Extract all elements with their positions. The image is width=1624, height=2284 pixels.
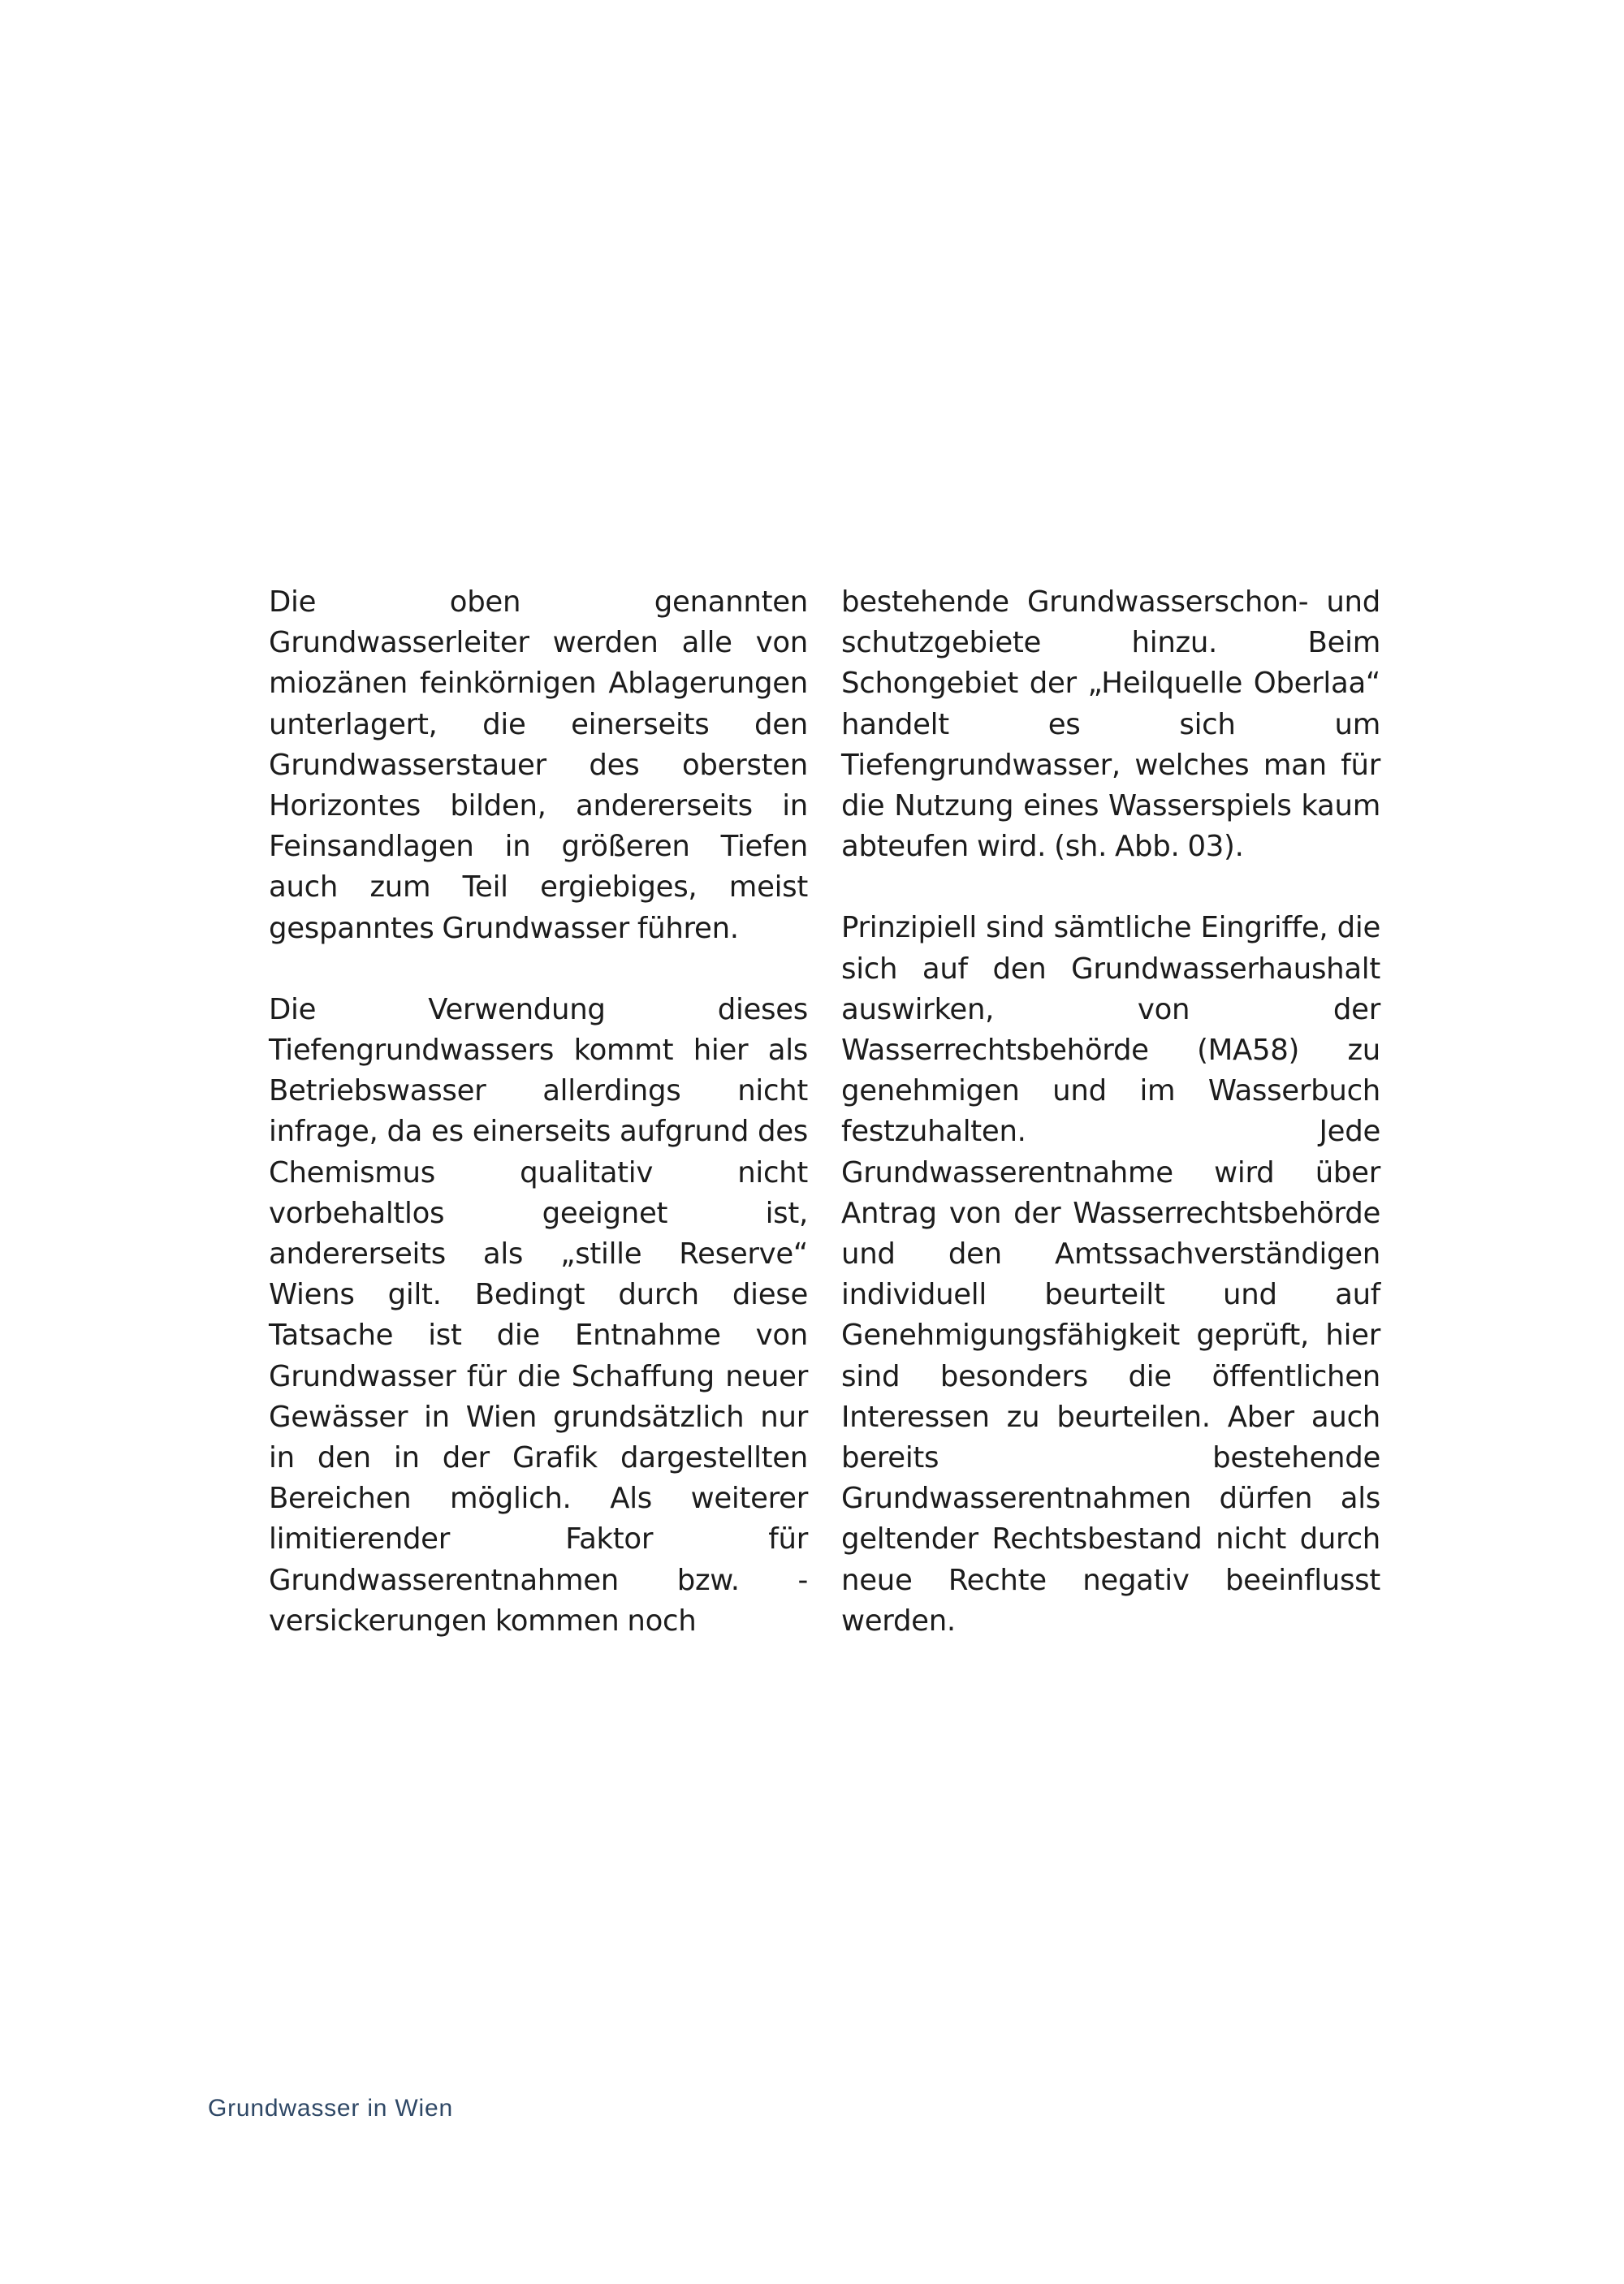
paragraph: Die Verwendung dieses Tiefengrundwassers kommt hier als Betriebswasser allerdings nicht infrage, da es einerseits aufgrund des Chemismus qualitativ nicht vorbehaltlos geeignet ist, andererseits als „stille Reserve“ Wiens gilt. Bedingt durch diese Tatsache ist die Entnahme von Grundwasser für die Schaffung neuer Gewässer in Wien grundsätzlich nur in den in der Grafik dargestellten Bereichen möglich. Als weiterer limitierender Faktor für Grundwasserentnahmen bzw. -versickerungen kommen noch xyxy=(269,992,808,1638)
page-footer-title: Grundwasser in Wien xyxy=(208,2095,453,2122)
right-text-column xyxy=(841,582,1380,1642)
paragraph: bestehende Grundwasserschon- und schutzgebiete hinzu. Beim Schongebiet der „Heilquelle Oberlaa“ handelt es sich um Tiefengrundwasser, welches man für die Nutzung eines Wasserspiels kaum abteufen wird. (sh. Abb. 03). xyxy=(841,585,1380,864)
paragraph: Prinzipiell sind sämtliche Eingriffe, die sich auf den Grundwasserhaushalt auswirken, von der Wasserrechtsbehörde (MA58) zu genehmigen und im Wasserbuch festzuhalten. Jede Grundwasserentnahme wird über Antrag von der Wasserrechtsbehörde und den Amtssachverständigen individuell beurteilt und auf Genehmigungsfähigkeit geprüft, hier sind besonders die öffentlichen Interessen zu beurteilen. Aber auch bereits bestehende Grundwasserentnahmen dürfen als geltender Rechtsbestand nicht durch neue Rechte negativ beeinflusst werden. xyxy=(841,911,1380,1638)
paragraph: Die oben genannten Grundwasserleiter werden alle von miozänen feinkörnigen Ablagerungen unterlagert, die einerseits den Grundwasserstauer des obersten Horizontes bilden, andererseits in Feinsandlagen in größeren Tiefen auch zum Teil ergiebiges, meist gespanntes Grundwasser führen. xyxy=(269,585,808,945)
left-text-column xyxy=(269,582,808,1642)
